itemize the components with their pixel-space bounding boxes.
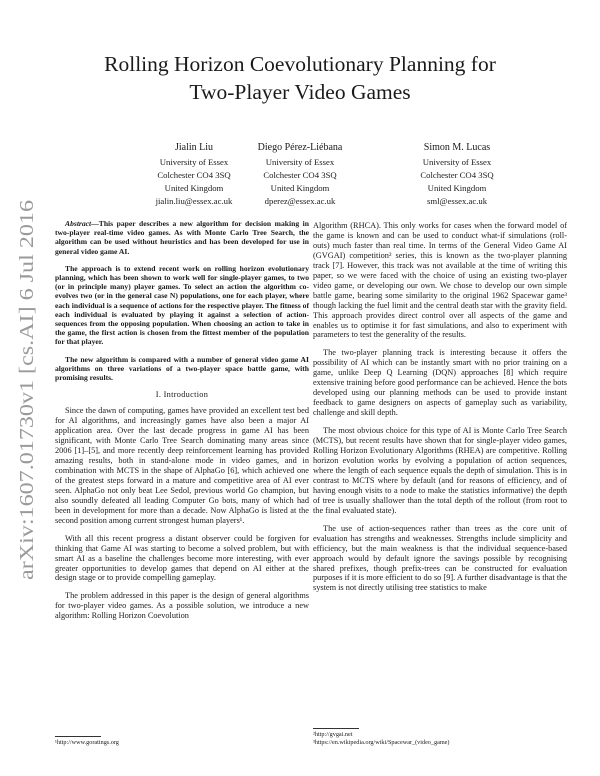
author-email: sml@essex.ac.uk — [426, 195, 488, 206]
footnote-1: ¹http://www.goratings.org — [55, 739, 119, 746]
section-heading-introduction: I. Introduction — [155, 390, 209, 400]
author-country: United Kingdom — [427, 182, 487, 193]
abstract-paragraph-1 — [55, 219, 309, 256]
body-paragraph: The use of action-sequences rather than trees as the core unit of evaluation has strengths and weaknesses. Strengths include simplicity and efficiency, but the main weakness is that the individual sequence-based approach would by default ignore the savings possible by recognising shared prefixes, though prefix-trees can be constructed for evaluation purposes if it is more efficient to do so [9]. A further disadvantage is that the system is not directly utilising tree statistics to make — [313, 523, 567, 593]
author-block-3 — [362, 142, 552, 208]
arxiv-stamp-svg — [3, 200, 45, 584]
abstract — [55, 219, 309, 382]
author-name: Simon M. Lucas — [423, 142, 491, 153]
author-country: United Kingdom — [270, 182, 330, 193]
title-line-1: Rolling Horizon Coevolutionary Planning for — [104, 52, 496, 76]
body-paragraph: The two-player planning track is interesting because it offers the possibility of AI which can be instantly smart with no prior training on a game, unlike Deep Q Learning (DQN) approaches [8] which require extensive training before good performance can be achieved. Hence the bots developed using our planning methods can be used to provide instant feedback to game designers on aspects of gameplay such as variability, challenge and skill depth. — [313, 348, 567, 418]
paper-title — [0, 50, 600, 106]
footnote-rule-right — [313, 728, 359, 729]
abstract-text-1: —This paper describes a new algorithm for decision making in two-player real-time video games. As with Monte Carlo Tree Search, the algorithm can be used without heuristics and has been developed for use in general video game AI. — [55, 219, 309, 256]
author-address: Colchester CO4 3SQ — [157, 169, 231, 180]
author-affiliation: University of Essex — [159, 156, 229, 167]
author-name: Jialin Liu — [174, 142, 214, 153]
author-affiliation: University of Essex — [265, 156, 335, 167]
abstract-paragraph-3: The new algorithm is compared with a number of general video game AI algorithms on three variations of a two-player space battle game, with promising results. — [55, 354, 309, 383]
body-paragraph: The most obvious choice for this type of AI is Monte Carlo Tree Search (MCTS), but recent results have shown that for single-player video games, Rolling Horizon Evolutionary Algorithms (RHEA) are competitive. Rolling horizon evolution works by evolving a population of action sequences, where the length of each sequence equals the depth of simulation. This is in contrast to MCTS where by default (and for reasons of efficiency, and of having enough visits to a node to make the statistics informative) the depth of tree is usually shallower than the total depth of the rollout (from root to the final evaluated state). — [313, 426, 567, 515]
abstract-paragraph-2: The approach is to extend recent work on rolling horizon evolutionary planning, which has been shown to work well for single-player games, to two (or in principle many) player games. To select an action the algorithm co-evolves two (or in the general case N) populations, one for each player, where each individual is a sequence of actions for the respective player. The fitness of each individual is evaluated by playing it against a selection of action-sequences from the opposing population. When choosing an action to take in the game, the first action is chosen from the fittest member of the population for that player. — [55, 263, 309, 347]
author-email: jialin.liu@essex.ac.uk — [155, 195, 233, 206]
author-country: United Kingdom — [164, 182, 224, 193]
footnote-right — [313, 731, 449, 747]
arxiv-stamp-text: arXiv:1607.01730v1 [cs.AI] 6 Jul 2016 — [17, 272, 38, 580]
author-affiliation: University of Essex — [422, 156, 492, 167]
author-name: Diego Pérez-Liébana — [257, 142, 343, 153]
footnote-3: ³https://en.wikipedia.org/wiki/Spacewar_(video_game) — [313, 739, 450, 746]
author-address: Colchester CO4 3SQ — [420, 169, 494, 180]
footnote-2: ²http://gvgai.net — [313, 731, 353, 738]
arxiv-stamp — [3, 200, 45, 584]
body-paragraph: With all this recent progress a distant observer could be forgiven for thinking that Game AI was starting to become a solved problem, but with smart AI as a baseline the challenges become more interesting, with ever greater opportunities to develop games that depend on AI either at the design stage or to provide compelling gameplay. — [55, 533, 309, 583]
footnote-rule-left — [55, 736, 101, 737]
left-column — [55, 219, 309, 629]
author-address: Colchester CO4 3SQ — [263, 169, 337, 180]
footnote-left — [55, 739, 119, 747]
title-line-2: Two-Player Video Games — [189, 80, 411, 104]
body-paragraph: Algorithm (RHCA). This only works for cases when the forward model of the game is known and can be used to conduct what-if simulations (roll-outs) much faster than real time. In terms of the General Video Game AI (GVGAI) competition² series, this is known as the two-player planning track [7]. However, this track was not available at the time of writing this paper, so we were faced with the choice of using an existing two-player video game, or developing our own. We chose to develop our own simple battle game, bearing some similarity to the original 1962 Spacewar game³ though lacking the fuel limit and the central death star with the gravity field. This approach provides direct control over all aspects of the game and enables us to optimise it for fast simulations, and also to experiment with parameters to test the generality of the results. — [313, 221, 567, 340]
right-column — [313, 221, 567, 601]
abstract-label: Abstract — [65, 219, 92, 228]
body-paragraph: Since the dawn of computing, games have provided an excellent test bed for AI algorithms, and increasingly games have also been a major AI application area. Over the last decade progress in game AI has been significant, with Monte Carlo Tree Search dominating many areas since 2006 [1]–[5], and more recently deep reinforcement learning has provided amazing results, both in stand-alone mode in video games, and in combination with MCTS in the shape of AlphaGo [6], which achieved one of the greatest steps forward in a mature and competitive area of AI ever seen. AlphaGo not only beat Lee Sedol, previous world Go champion, but also soundly defeated all leading Computer Go bots, many of which had been in development for more than a decade. Now AlphaGo is listed at the second position among current strongest human players¹. — [55, 406, 309, 525]
body-paragraph: The problem addressed in this paper is the design of general algorithms for two-player video games. As a possible solution, we introduce a new algorithm: Rolling Horizon Coevolution — [55, 591, 309, 621]
author-email: dperez@essex.ac.uk — [264, 195, 336, 206]
